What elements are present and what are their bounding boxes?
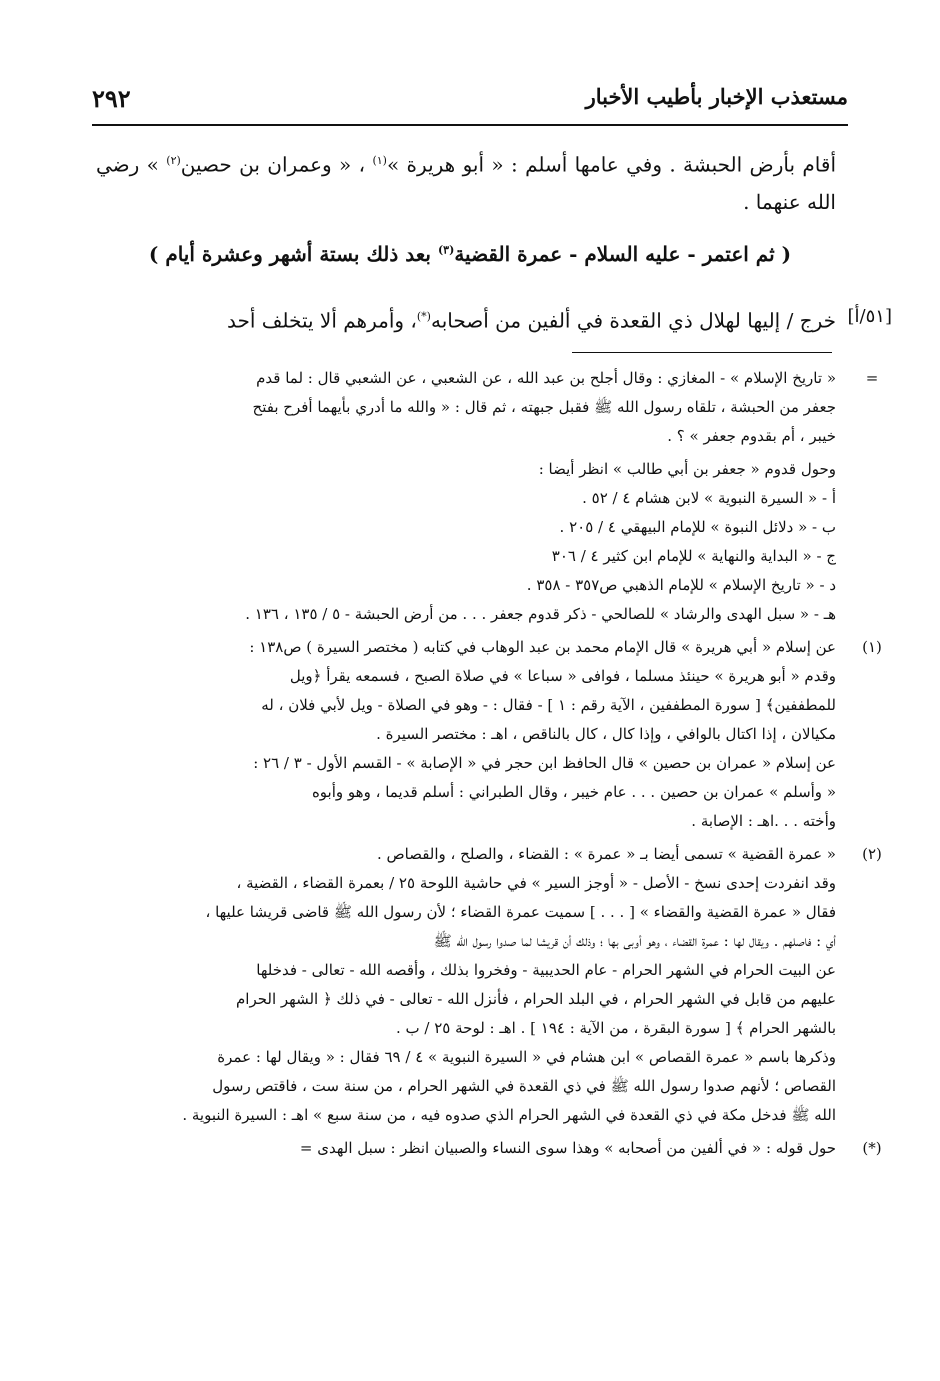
footnote-line: جعفر من الحبشة ، تلقاه رسول الله ﷺ فقبل جبهته ، ثم قال : « والله ما أدري بأيهما أفرح بفتح [252,398,836,416]
footnote [96,455,892,629]
footnote-line: القصاص ؛ لأنهم صدوا رسول الله ﷺ في ذي القعدة في الشهر الحرام ، من سنة ست ، فاقتص رسول [212,1077,836,1095]
footnotes [96,364,892,1167]
page-number: ٢٩٢ [92,84,131,113]
text-run: » رضي الله عنهما . [96,152,836,214]
footnote-line: ب - « دلائل النبوة » للإمام البيهقي ٤ / ٢٠٥ . [559,518,836,536]
footnote-line: الله ﷺ فدخل مكة في ذي القعدة في الشهر الحرام الذي صدوه فيه ، من سنة سبع » اهـ : السيرة النبوية . [182,1106,836,1124]
section-heading [110,242,830,266]
footnote-line: ج - « البداية والنهاية » للإمام ابن كثير ٤ / ٣٠٦ [551,547,836,565]
margin-reference: [٥١/أ] [847,306,892,327]
footnote-marker: = [865,369,879,387]
heading-text: ( ثم اعتمر - عليه السلام - عمرة القضية [454,242,792,266]
footnote-marker: (*) [862,1139,882,1157]
footnote-ref-1: (١) [372,154,387,167]
footnote-line: عليهم من قابل في الشهر الحرام ، في البلد الحرام ، فأنزل الله - تعالى - في ذلك ﴿ الشهر الحرام [235,990,836,1008]
footnote-ref-2: (٢) [166,154,181,167]
running-title: مستعذب الإخبار بأطيب الأخبار [585,84,848,109]
footnote-divider [572,352,832,353]
footnote [96,364,892,451]
footnote-line: وأخته . . .اهـ : الإصابة . [691,812,836,830]
main-line [96,298,836,340]
footnote-line: فقال « عمرة القضية والقضاء » [ . . . ] سميت عمرة القضاء ؛ لأن رسول الله ﷺ قاضى قريشا عليها ، [205,903,836,921]
footnote-line: عن إسلام « عمران بن حصين » قال الحافظ ابن حجر في « الإصابة » - القسم الأول - ٣ / ٢٦ : [253,754,836,772]
footnote-line: حول قوله : « في ألفين من أصحابه » وهذا سوى النساء والصبيان انظر : سبل الهدى = [299,1139,836,1157]
footnote-line: بالشهر الحرام ﴾ [ سورة البقرة ، من الآية : ١٩٤ ] . اهـ : لوحة ٢٥ / ب . [396,1019,836,1037]
footnote-marker: (٢) [862,845,882,863]
text-run: ، وأمرهم ألا يتخلف أحد [226,308,417,333]
footnote-ref-3: (٣) [437,243,455,257]
footnote-line: « عمرة القضية » تسمى أيضا بـ « عمرة » : القضاء ، والصلح ، والقصاص . [376,845,836,863]
footnote-line: وقد انفردت إحدى نسخ - الأصل - « أوجز السير » في حاشية اللوحة ٢٥ / بعمرة القضاء ، القضية ، [236,874,836,892]
footnote-line: وحول قدوم « جعفر بن أبي طالب » انظر أيضا : [538,460,836,478]
footnote-line: للمطففين﴾ [ سورة المطففين ، الآية رقم : ١ ] - فقال : - وهو في الصلاة - ويل لأبي فلان ، له [261,696,836,714]
text-run: أقام بأرض الحبشة . وفي عامها أسلم : « أبو هريرة » [386,152,837,177]
footnote-line: « وأسلم » عمران بن حصين . . . عام خيبر ، وقال الطبراني : أسلم قديما ، وهو وأبوه [311,783,836,801]
footnote-ref-star: (*) [416,310,431,323]
footnote-marker: (١) [862,638,882,656]
footnote-line: هـ - « سبل الهدى والرشاد » للصالحي - ذكر قدوم جعفر . . . من أرض الحبشة - ٥ / ١٣٥ ، ١٣٦ . [245,605,836,623]
heading-text: بعد ذلك بستة أشهر وعشرة أيام ) [148,242,431,266]
footnote-line: « تاريخ الإسلام » - المغازي : وقال أجلح بن عبد الله ، عن الشعبي ، عن الشعبي قال : لما قدم [256,369,836,387]
text-run: خرج / إليها لهلال ذي القعدة في ألفين من أصحابه [430,308,836,333]
footnote-line: وقدم « أبو هريرة » حينئذ مسلما ، فوافى « سباعا » في صلاة الصبح ، فسمعه يقرأ ﴿ويل [289,667,836,685]
main-paragraph [96,142,836,221]
footnote-line: وذكرها باسم « عمرة القصاص » ابن هشام في « السيرة النبوية » ٤ / ٦٩ فقال : « ويقال لها : عمرة [217,1048,836,1066]
footnote-line: عن إسلام « أبي هريرة » قال الإمام محمد بن عبد الوهاب في كتابه ( مختصر السيرة ) ص١٣٨ : [249,638,836,656]
footnote [96,1134,892,1163]
footnote-line: د - « تاريخ الإسلام » للإمام الذهبي ص٣٥٧ - ٣٥٨ . [526,576,836,594]
page-header [92,84,848,126]
footnote-line: مكيالان ، إذا اكتال بالوافي ، وإذا كال ، كال بالناقص ، اهـ : مختصر السيرة . [376,725,836,743]
main-text [96,142,836,221]
footnote-line: أي : فاصلهم . ويقال لها : عمرة القضاء ، وهو أوبى بها ؛ وذلك أن قريشا لما صدوا رسول الله ﷺ [433,932,836,950]
footnote [96,633,892,836]
footnote-line: عن البيت الحرام في الشهر الحرام - عام الحديبية - وفخروا بذلك ، وأقصه الله - تعالى - فدخلها [256,961,836,979]
footnote-line: أ - « السيرة النبوية » لابن هشام ٤ / ٥٢ . [582,489,836,507]
text-run: ، « وعمران بن حصين [180,152,366,177]
footnote-line: خيبر ، أم بقدوم جعفر » ؟ . [667,427,836,445]
footnote [96,840,892,1130]
